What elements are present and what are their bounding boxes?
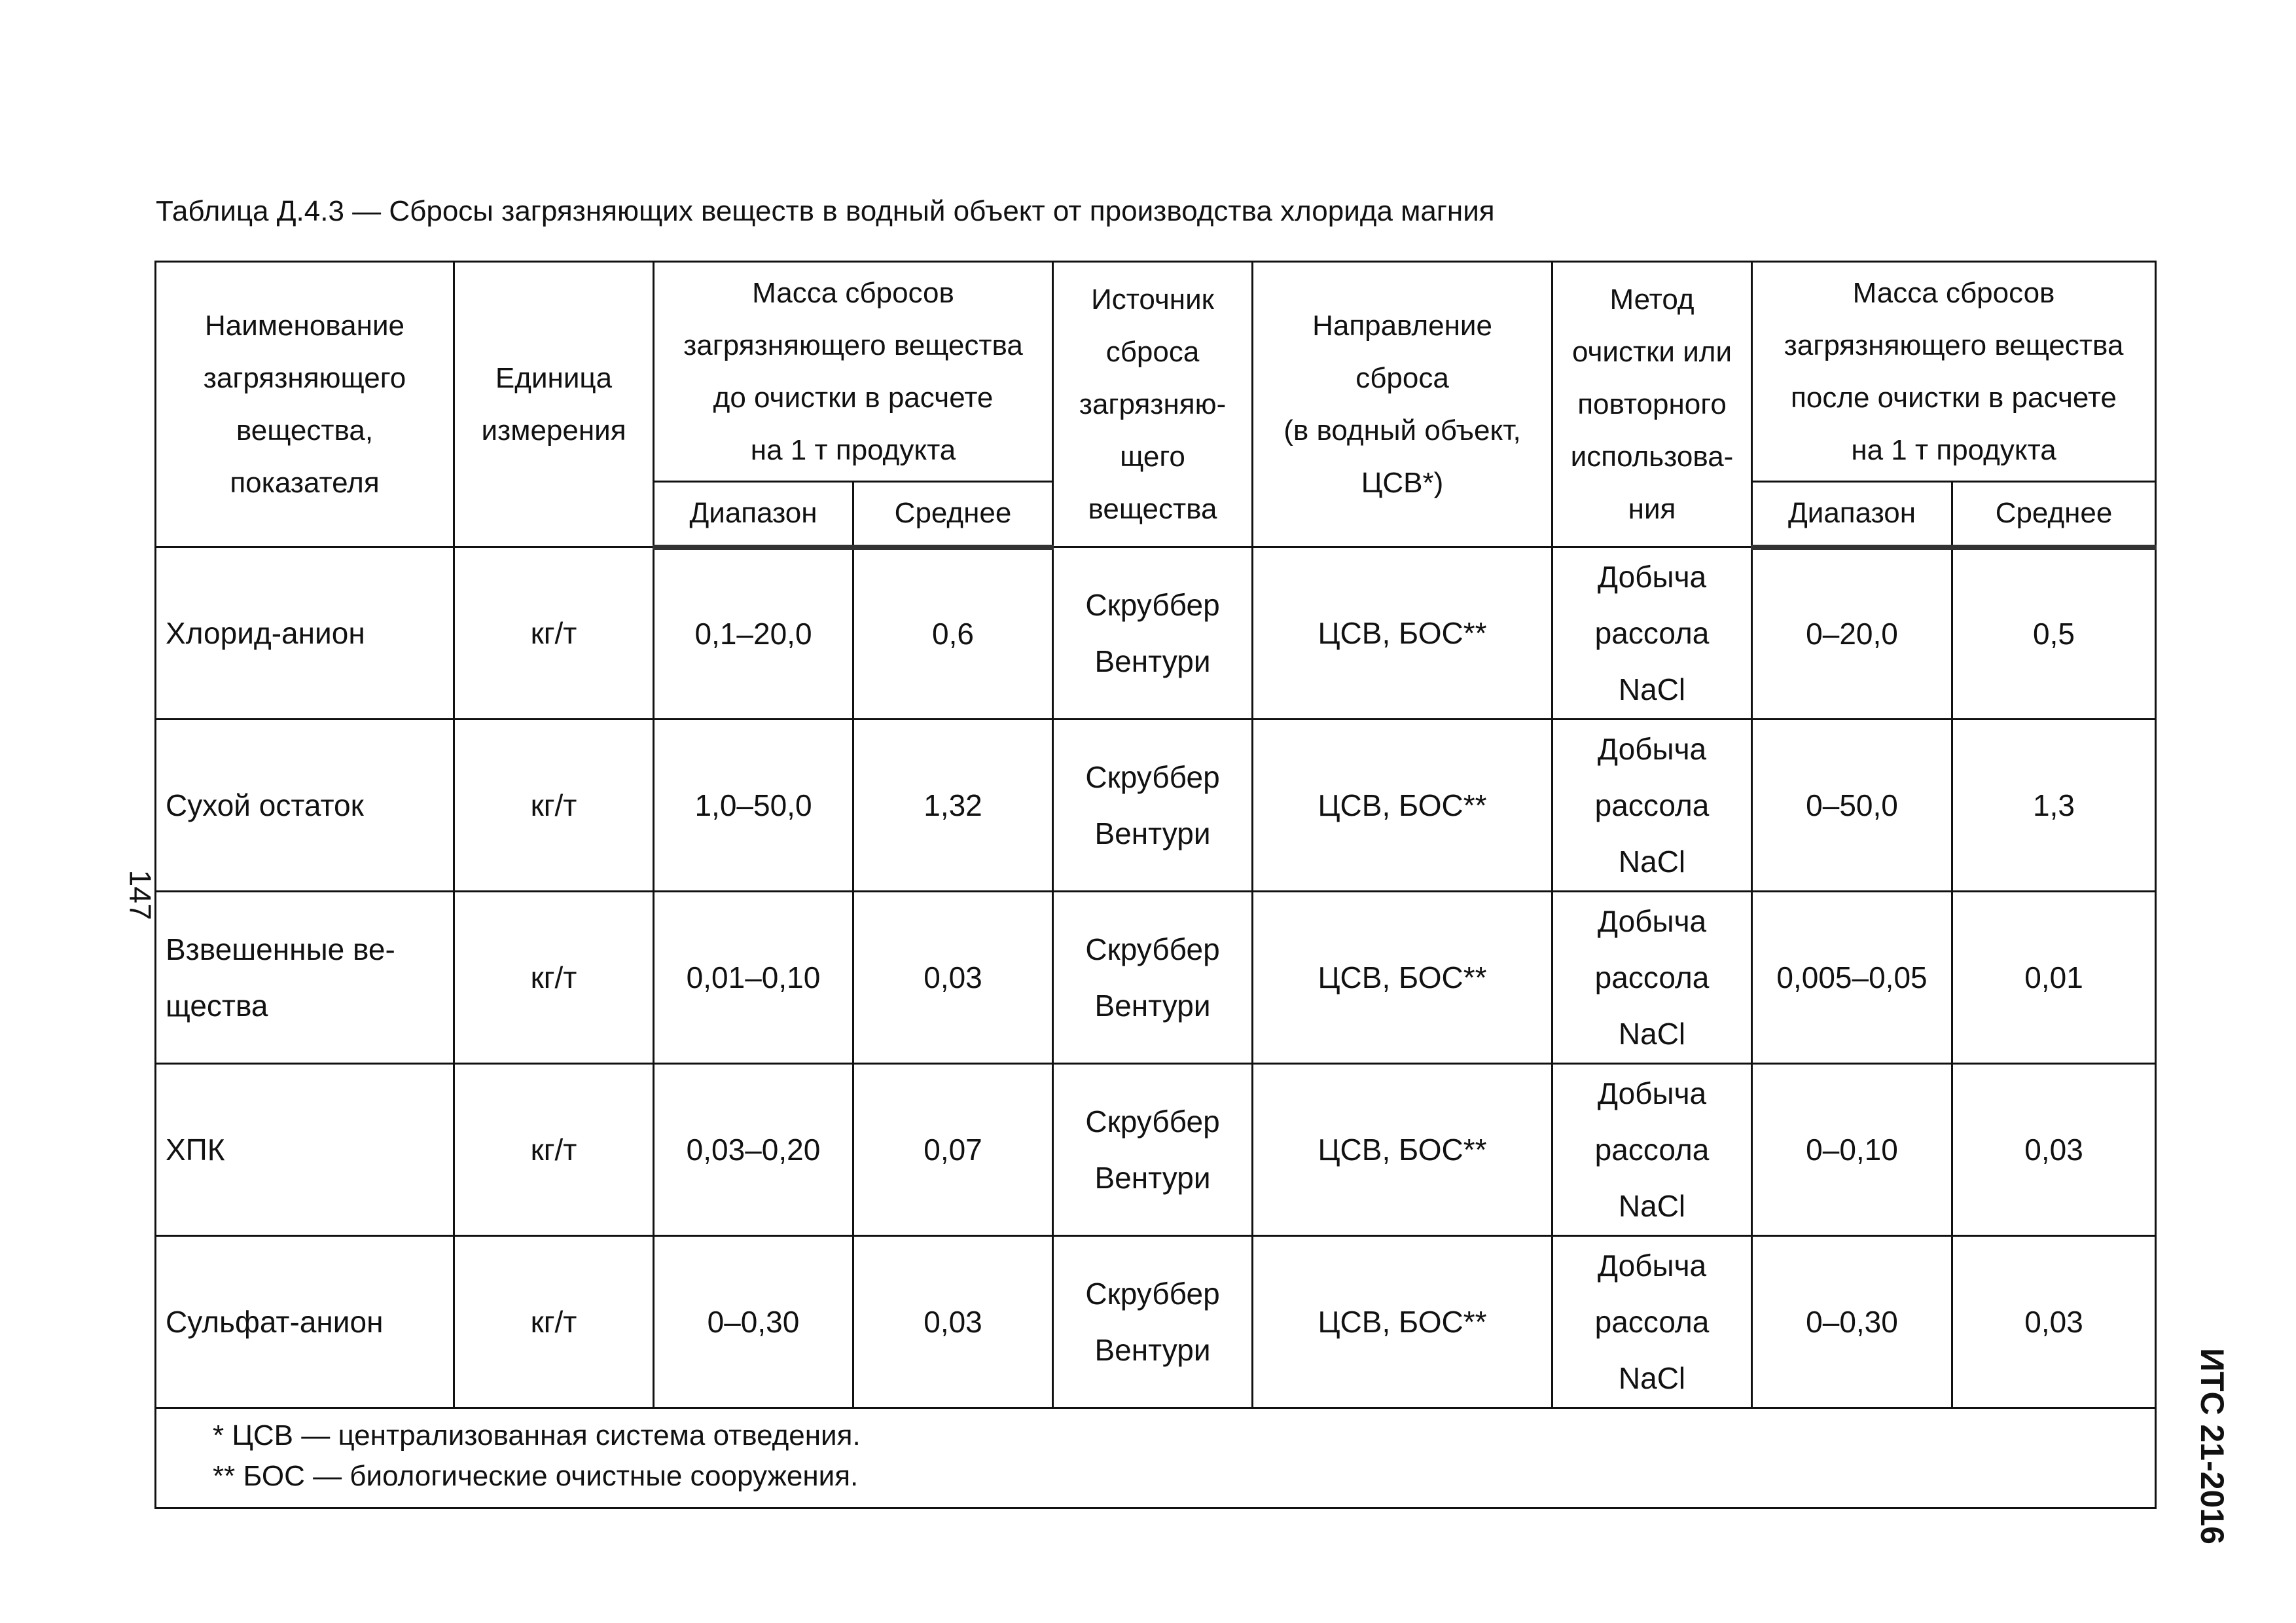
pollutant-name: Сухой остаток: [156, 720, 454, 892]
source-cell: Скруббер Вентури: [1053, 547, 1253, 720]
before-mean-cell: 0,07: [853, 1064, 1053, 1236]
method-cell: Добыча рассола NaCl: [1552, 1064, 1752, 1236]
pollutant-discharge-table: [154, 261, 2157, 1509]
header-source: Источник сброса загрязняю- щего вещества: [1053, 262, 1253, 547]
direction-cell: ЦСВ, БОС**: [1253, 1064, 1552, 1236]
footnote-bos: ** БОС — биологические очистные сооружения.: [213, 1460, 859, 1492]
table-caption: Таблица Д.4.3 — Сбросы загрязняющих веществ в водный объект от производства хлорида магния: [156, 195, 1495, 227]
header-before-range: Диапазон: [654, 482, 853, 547]
header-direction: Направление сброса (в водный объект, ЦСВ*): [1253, 262, 1552, 547]
before-range-cell: 0,03–0,20: [654, 1064, 853, 1236]
source-cell: Скруббер Вентури: [1053, 720, 1253, 892]
header-after-range: Диапазон: [1752, 482, 1952, 547]
header-after-mean: Среднее: [1952, 482, 2156, 547]
direction-cell: ЦСВ, БОС**: [1253, 720, 1552, 892]
after-mean-cell: 0,5: [1952, 547, 2156, 720]
header-mass-after-treatment: Масса сбросов загрязняющего вещества после очистки в расчете на 1 т продукта: [1752, 262, 2156, 482]
unit-cell: кг/т: [454, 892, 654, 1064]
after-mean-cell: 1,3: [1952, 720, 2156, 892]
method-cell: Добыча рассола NaCl: [1552, 892, 1752, 1064]
header-treatment-method: Метод очистки или повторного использова- ния: [1552, 262, 1752, 547]
after-mean-cell: 0,03: [1952, 1064, 2156, 1236]
after-range-cell: 0–0,30: [1752, 1236, 1952, 1408]
before-range-cell: 0,1–20,0: [654, 547, 853, 720]
after-range-cell: 0,005–0,05: [1752, 892, 1952, 1064]
footnotes: [156, 1408, 2156, 1508]
header-unit: Единица измерения: [454, 262, 654, 547]
before-mean-cell: 1,32: [853, 720, 1053, 892]
unit-cell: кг/т: [454, 1064, 654, 1236]
direction-cell: ЦСВ, БОС**: [1253, 1236, 1552, 1408]
method-cell: Добыча рассола NaCl: [1552, 1236, 1752, 1408]
table-row: [156, 892, 2156, 1064]
page-number: 147: [123, 869, 158, 921]
direction-cell: ЦСВ, БОС**: [1253, 892, 1552, 1064]
pollutant-name: ХПК: [156, 1064, 454, 1236]
method-cell: Добыча рассола NaCl: [1552, 547, 1752, 720]
source-cell: Скруббер Вентури: [1053, 892, 1253, 1064]
table-row: [156, 547, 2156, 720]
before-mean-cell: 0,03: [853, 892, 1053, 1064]
unit-cell: кг/т: [454, 720, 654, 892]
table-row: [156, 720, 2156, 892]
before-range-cell: 0–0,30: [654, 1236, 853, 1408]
after-range-cell: 0–0,10: [1752, 1064, 1952, 1236]
pollutant-name: Сульфат-анион: [156, 1236, 454, 1408]
after-mean-cell: 0,01: [1952, 892, 2156, 1064]
before-mean-cell: 0,6: [853, 547, 1053, 720]
pollutant-name: Взвешенные ве- щества: [156, 892, 454, 1064]
unit-cell: кг/т: [454, 1236, 654, 1408]
method-cell: Добыча рассола NaCl: [1552, 720, 1752, 892]
table-row: [156, 1236, 2156, 1408]
source-cell: Скруббер Вентури: [1053, 1236, 1253, 1408]
after-mean-cell: 0,03: [1952, 1236, 2156, 1408]
pollutant-name: Хлорид-анион: [156, 547, 454, 720]
footnotes-row: [156, 1408, 2156, 1508]
before-range-cell: 0,01–0,10: [654, 892, 853, 1064]
direction-cell: ЦСВ, БОС**: [1253, 547, 1552, 720]
header-pollutant-name: Наименование загрязняющего вещества, показателя: [156, 262, 454, 547]
footnote-csv: * ЦСВ — централизованная система отведения.: [213, 1419, 861, 1451]
header-mass-before-treatment: Масса сбросов загрязняющего вещества до очистки в расчете на 1 т продукта: [654, 262, 1053, 482]
header-before-mean: Среднее: [853, 482, 1053, 547]
document-code: ИТС 21-2016: [2193, 1348, 2231, 1544]
before-mean-cell: 0,03: [853, 1236, 1053, 1408]
after-range-cell: 0–20,0: [1752, 547, 1952, 720]
source-cell: Скруббер Вентури: [1053, 1064, 1253, 1236]
unit-cell: кг/т: [454, 547, 654, 720]
before-range-cell: 1,0–50,0: [654, 720, 853, 892]
after-range-cell: 0–50,0: [1752, 720, 1952, 892]
table-row: [156, 1064, 2156, 1236]
